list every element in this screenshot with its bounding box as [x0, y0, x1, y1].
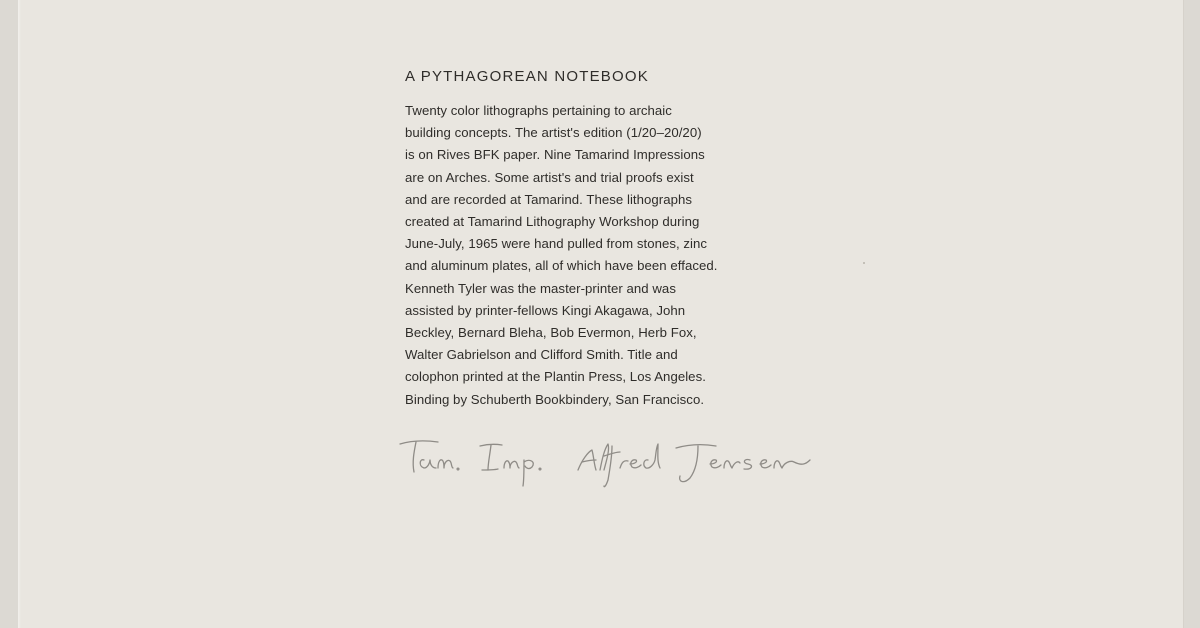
colophon-line: colophon printed at the Plantin Press, Los Angeles.: [405, 369, 706, 385]
colophon-line: June-July, 1965 were hand pulled from stones, zinc: [405, 236, 708, 252]
colophon-text: [405, 100, 785, 411]
colophon-line: Twenty color lithographs pertaining to archaic: [405, 103, 672, 118]
colophon-line: assisted by printer-fellows Kingi Akagawa, John: [405, 302, 686, 318]
colophon-line: Beckley, Bernard Bleha, Bob Evermon, Herb Fox,: [405, 325, 697, 341]
colophon-line: created at Tamarind Lithography Workshop during: [405, 214, 700, 230]
colophon-block: [405, 66, 785, 411]
signature-drawing: [398, 430, 838, 490]
colophon-line: Kenneth Tyler was the master-printer and was: [405, 280, 676, 296]
colophon-line: building concepts. The artist's edition (1/20–20/20): [405, 125, 702, 141]
sheet-edge: [18, 0, 21, 628]
colophon-line: are on Arches. Some artist's and trial proofs exist: [405, 169, 694, 185]
document-title: A PYTHAGOREAN NOTEBOOK: [405, 68, 649, 85]
colophon-line: is on Rives BFK paper. Nine Tamarind Impressions: [405, 147, 705, 163]
colophon-line: and are recorded at Tamarind. These lithographs: [405, 191, 693, 207]
paper-speck: [863, 262, 865, 264]
colophon-line: Walter Gabrielson and Clifford Smith. Title and: [405, 347, 678, 363]
colophon-line: Binding by Schuberth Bookbindery, San Francisco.: [405, 391, 705, 407]
colophon-line: and aluminum plates, all of which have been effaced.: [405, 258, 718, 274]
pencil-signature: [398, 430, 838, 490]
